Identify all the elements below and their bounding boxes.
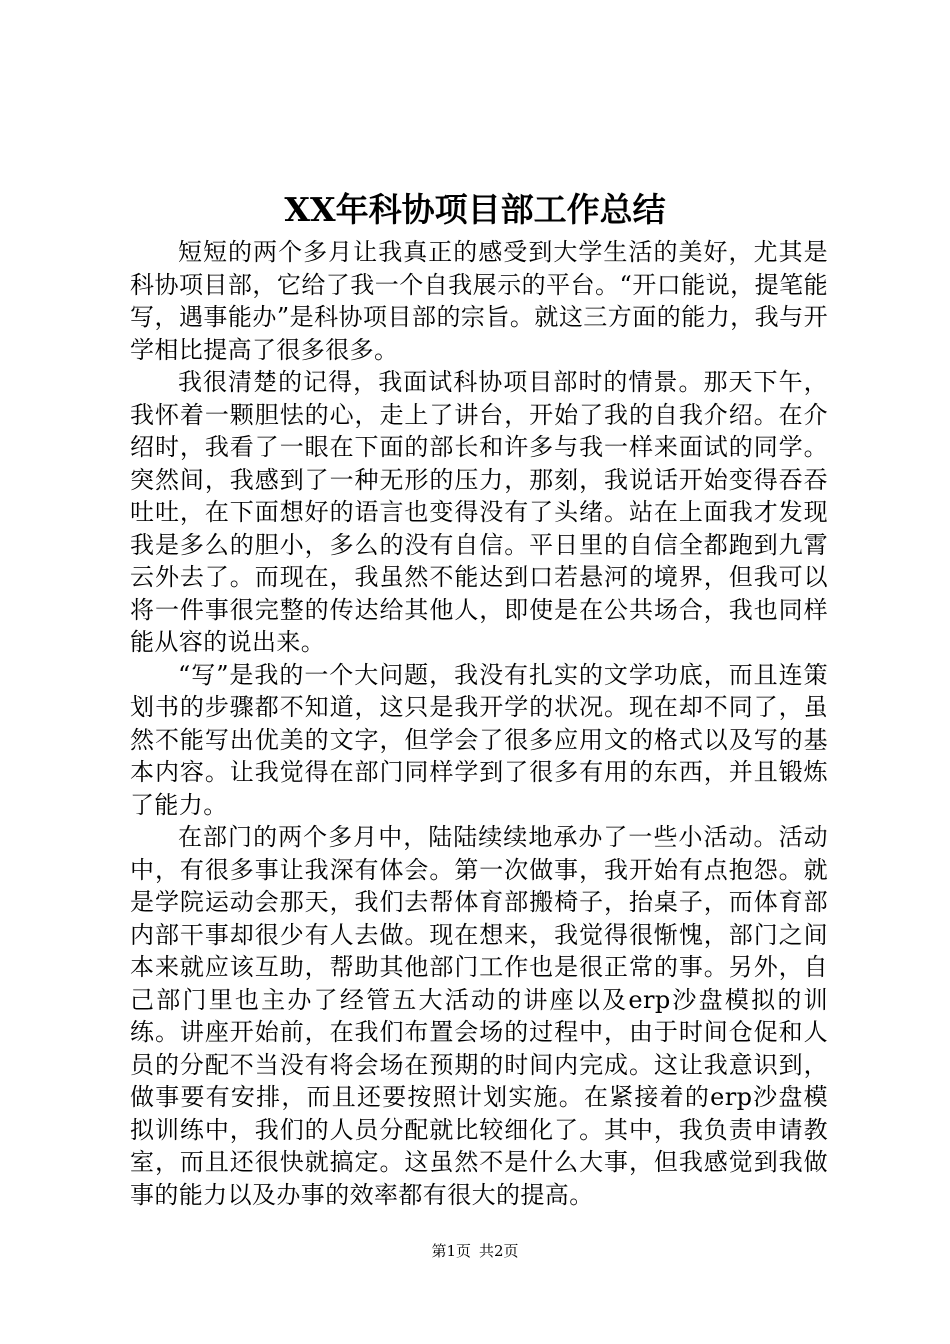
paragraph-4: 在部门的两个多月中，陆陆续续地承办了一些小活动。活动中，有很多事让我深有体会。第一次做事，我开始有点抱怨。就是学院运动会那天，我们去帮体育部搬椅子，抬桌子，而体育部内部干事却很少有人去做。现在想来，我觉得很惭愧，部门之间本来就应该互助，帮助其他部门工作也是很正常的事。另外，自己部门里也主办了经管五大活动的讲座以及erp沙盘模拟的训练。讲座开始前，在我们布置会场的过程中，由于时间仓促和人员的分配不当没有将会场在预期的时间内完成。这让我意识到，做事要有安排，而且还要按照计划实施。在紧接着的erp沙盘模拟训练中，我们的人员分配就比较细化了。其中，我负责申请教室，而且还很快就搞定。这虽然不是什么大事，但我感觉到我做事的能力以及办事的效率都有很大的提高。 xyxy=(130,823,828,1209)
paragraph-2: 我很清楚的记得，我面试科协项目部时的情景。那天下午，我怀着一颗胆怯的心，走上了讲台，开始了我的自我介绍。在介绍时，我看了一眼在下面的部长和许多与我一样来面试的同学。突然间，我感到了一种无形的压力，那刻，我说话开始变得吞吞吐吐，在下面想好的语言也变得没有了头绪。站在上面我才发现我是多么的胆小，多么的没有自信。平日里的自信全都跑到九霄云外去了。而现在，我虽然不能达到口若悬河的境界，但我可以将一件事很完整的传达给其他人，即使是在公共场合，我也同样能从容的说出来。 xyxy=(130,368,828,656)
page-footer xyxy=(0,1241,950,1261)
paragraph-1: 短短的两个多月让我真正的感受到大学生活的美好，尤其是科协项目部，它给了我一个自我展示的平台。“开口能说，提笔能写，遇事能办”是科协项目部的宗旨。就这三方面的能力，我与开学相比提高了很多很多。 xyxy=(130,238,828,364)
document-title: XX年科协项目部工作总结 xyxy=(284,190,666,229)
page-total: 共2页 xyxy=(479,1242,519,1260)
document-body xyxy=(130,236,828,1211)
page-number: 第1页 xyxy=(431,1242,471,1260)
paragraph-3: “写”是我的一个大问题，我没有扎实的文学功底，而且连策划书的步骤都不知道，这只是我开学的状况。现在却不同了，虽然不能写出优美的文字，但学会了很多应用文的格式以及写的基本内容。让我觉得在部门同样学到了很多有用的东西，并且锻炼了能力。 xyxy=(130,660,828,819)
